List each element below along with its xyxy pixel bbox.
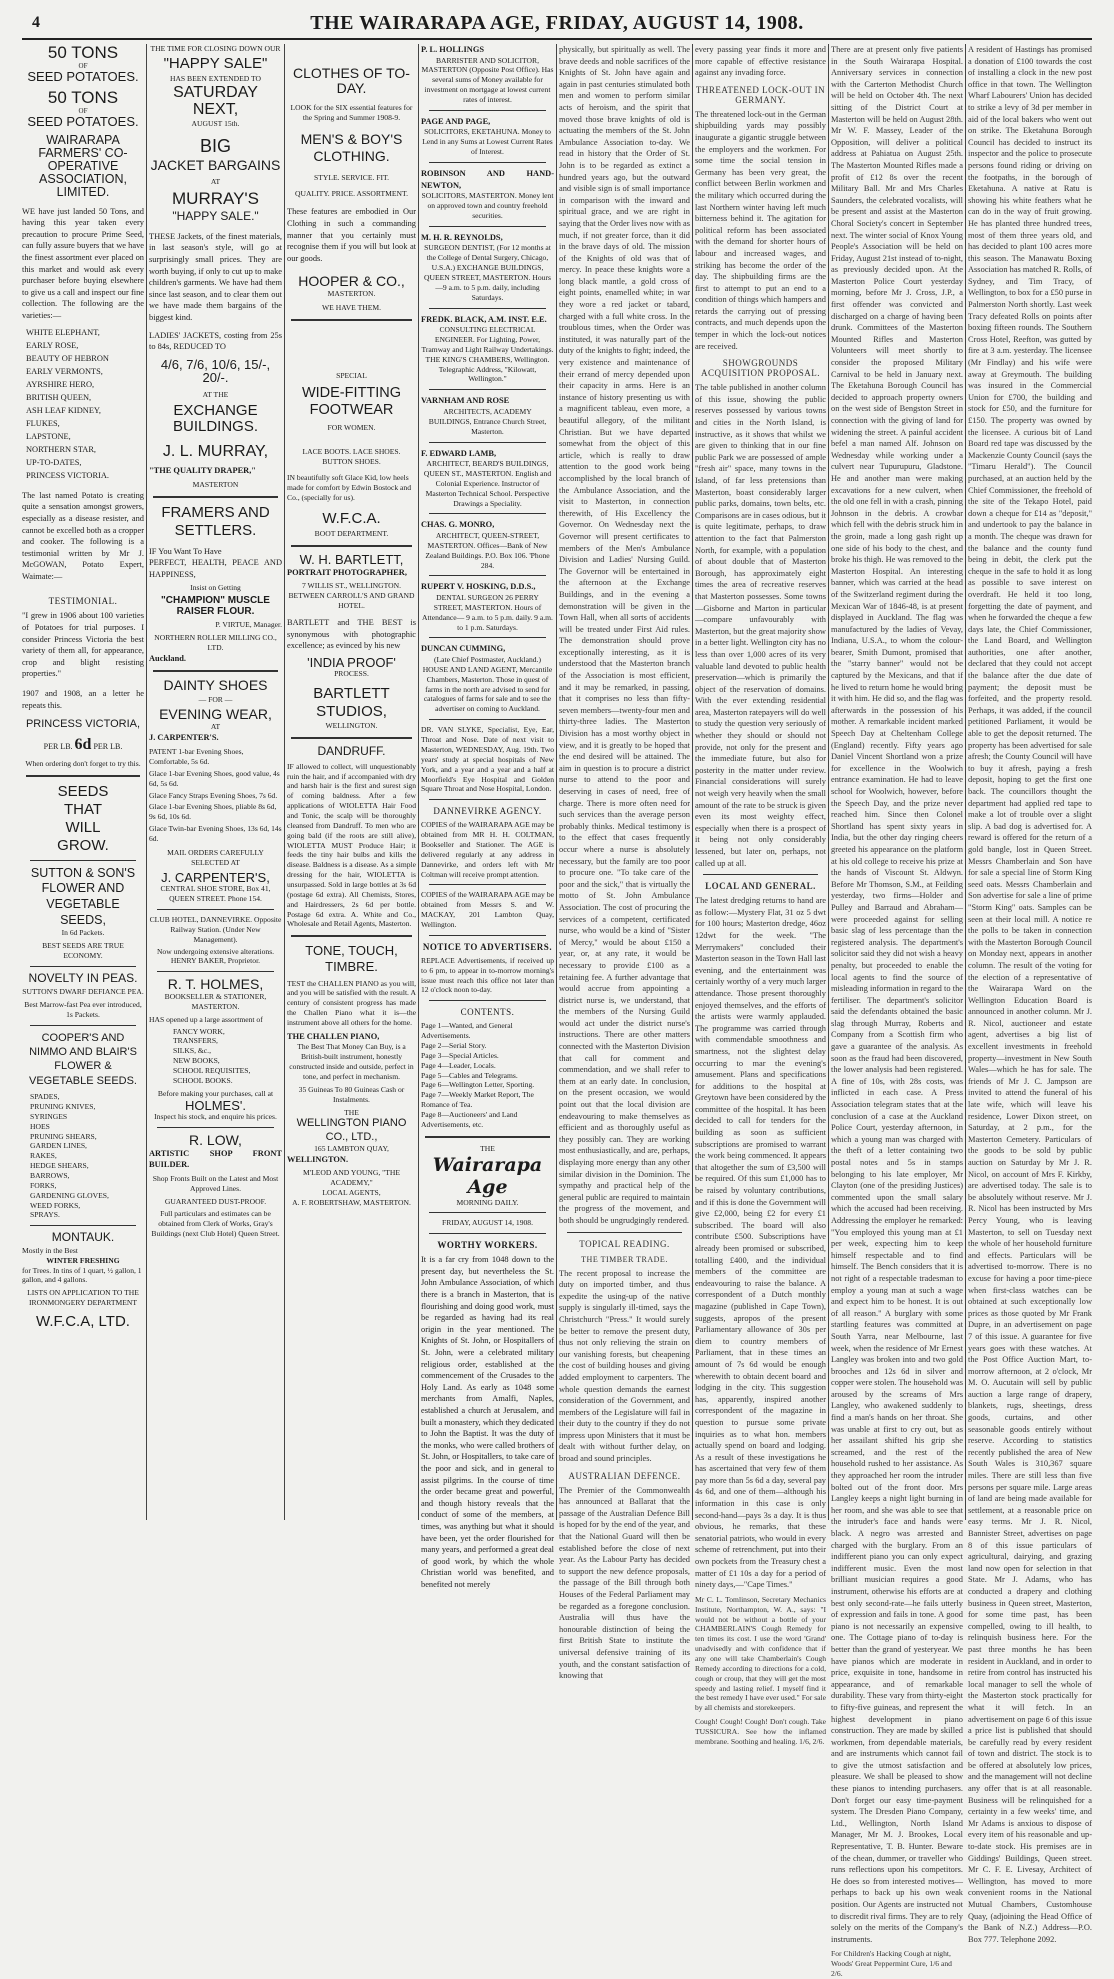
- list-item: SPRAYS.: [30, 1210, 60, 1220]
- testimonial-text: "I grew in 1906 about 100 varieties of Potatoes for trial purposes. I consider Princess Victoria the best variety of them all, for appearance, crop and blight resisting properties.": [22, 611, 144, 679]
- body-text: LADIES' JACKETS, costing from 25s to 84s, REDUCED TO: [149, 330, 282, 352]
- list-item: PATENT 1-bar Evening Shoes, Comfortable, 5s 6d.: [149, 747, 244, 766]
- column-6: [695, 44, 826, 1746]
- professional-card-text: ARCHITECT, BEARD'S BUILDINGS, QUEEN ST., MASTERTON. English and Colonial Experience. Instructor of Masterton Technical School. Perspective Drawings a Speciality.: [423, 459, 552, 508]
- list-item: BRITISH QUEEN,: [26, 392, 92, 402]
- price-line: [22, 736, 144, 754]
- body-text: Inspect his stock, and enquire his prices.: [154, 1112, 277, 1122]
- headline: MEN'S & BOY'S CLOTHING.: [300, 131, 403, 164]
- body-text: "THE QUALITY DRAPER,": [149, 466, 256, 476]
- column-8: [968, 44, 1092, 1944]
- headline: HOLMES'.: [185, 1097, 246, 1113]
- price: 6d: [74, 735, 92, 753]
- headline: W.F.C.A, LTD.: [36, 1312, 130, 1330]
- headline: NOVELTY IN PEAS.: [28, 970, 138, 985]
- list-item: TRANSFERS,: [173, 1036, 218, 1046]
- body-text: Auckland.: [149, 653, 187, 663]
- headline: TONE, TOUCH, TIMBRE.: [305, 943, 398, 974]
- body-text: A. F. ROBERTSHAW, MASTERTON.: [292, 1197, 411, 1207]
- body-text: These features are embodied in Our Clothing in such a commanding manner that you certainly must recognise them if you will but look at our goods.: [287, 207, 416, 263]
- body-text: Insist on Getting: [190, 583, 241, 593]
- body-text: SPECIAL: [336, 370, 367, 380]
- article-text: There are at present only five patients in the South Wairarapa Hospital. Anniversary services in connection with the Carterton Methodist Church will be held on October 4th. The next sitting of the District Court at Masterton will be held on August 28th. Mr W. F. Massey, Leader of the Opposition, will deliver a political address at Pahiatua on August 25th. The Masterton Mounted Rifles made a profit of £12 8s over the recent Military Ball. Mr and Mrs Charles Saunders, the celebrated vocalists, will be present and assist at the Masterton Choral Society's concert in September next. The winter social of Knox Young People's Association will be held on Friday, August 21st instead of to-night, as previously decided upon. At the Masterton Police Court yesterday morning, before Mr J. Cross, J.P., a first offender was convicted and discharged on a charge of having been drunk. Committees of the Masterton Mounted Rifles and Masterton Volunteers will meet shortly to consider the proposed Military Carnival to be held in January next. The Eketahuna Borough Council has decided to approach property owners on the west side of Bengston Street in connection with the giving of land for widening the street. A painful accident befel a man named Alf. Johnson on Wednesday while working under a culvert near Tupurupuru, Gladstone. He and another man were making excavations for a new culvert, when the old one fell in with a crash, pinning Johnson in the debris. A crowbar which fell with the debris struck him in the groin, made a long gash right up one side of his body to the chest, and broke his thigh. He was removed to the Masterton Hospital. An interesting banner, which was carried at the head of the Switzerland regiment during the Mexican War of 1846-48, is at present displayed in Auckland. The flag was manufactured by the ladies of Vevay, Indiana, U.S.A., to whom the colour-bearer, Smith Dumont, promised that the "starry banner" would not be captured by the Mexicans, and that if he lived to return home he would bring it with him. He did so, and the flag was afterwards in the possession of his mother. A remarkable incident marked Speech Day at Cheltenham College (England) recently. Fifty years ago Daniel Vincent Shortland won a prize for excellence in the Woolwich entrance examination. He had to leave school for Woolwich, however, before the Speech Day, and the prize never reached him. Since then Colonel Shortland has spent sixty years in India, but the other day ringing cheers greeted his appearance on the platform at his old college to receive his prize at the hands of Viscount St. Aldwyn. Before Mr Thomson, S.M., at Feilding yesterday, two firms—Holder and Pulley and Barraud and Abraham—were proceeded against for selling basic slag of less percentage than the registered analysis. The department's solicitor said they did not wish a heavy penalty, but proceeded to enable the local agents to find the source of misleading information in regard to the fertiliser. The department's solicitor said the defendants obtained the basic slag through Murray, Roberts and Company from a Scottish firm who gave a guarantee of the analysis. As soon as the fraud had been discovered, the lower analysis had been registered. A fine of 10s, with 28s costs, was inflicted in each case. A Press Association telegram states that at the conclusion of a case at the Auckland Police Court, yesterday afternoon, in which a young man was charged with the theft of a letter containing two postal notes and 5s in stamps belonging to his late employer, Mr Clayton (one of the presiding Justices) commented upon the small salary which the accused had been receiving. Addressing the employer he remarked: "You employed this young man at £1 per week, expecting him to keep himself respectable and to find himself. The Bench considers that it is not right of a respectable tradesman to employ a young man at such a wage and expect him to be honest. It is out of all reason." A burglary with some startling features was committed at South Yarra, near Melbourne, last week, when the residence of Mr Ernest Langley was broken into and two gold brooches and 12s 6d in silver and copper were stolen. The household was aroused by the screams of Mrs Langley, who awakened suddenly to find a man's hands on her throat. She was unable at first to cry out, but as her assailant shifted his grip she screamed, and the rest of the household rushed to her assistance. As they approached her room the intruder bolted out of the front door. Mrs Langley keeps a night light burning in her room, and she was able to see that the intruder's face and hands were black. A negro was arrested and charged with the burglary. From an indifferent piano you can only expect indifferent music. Even the most brilliant musician requires a good instrument, otherwise his efforts are at best only second-rate—he fails utterly of expression and fails in tone. A good piano is not necessarily an expensive one. The Cottage piano of to-day is better than the grand of yesteryear. We have pianos which are moderate in price, exquisite in tone, handsome in appearance, and of remarkable durability. These vary from thirty-eight to fifty-five guineas, and represent the highest development in piano construction. They are made by skilled workmen, from dependable materials, and are instruments which cannot fail to give the utmost satisfaction and pleasure. We shall be pleased to show these pianos to intending purchasers. Don't forget our easy time-payment system. The Dresden Piano Company, Ltd., Wellington, North Island Manager, Mr M. J. Brookes, Local Representative, T. B. Hunter. Beware of the chean, dummer, or traveller who runs reflections upon his competitors. He does so from interested motives—perhaps to back up his own weak position. Our Agents are instructed not to discredit rival firms. They are to rely solely on the merits of the Company's instruments.: [831, 45, 963, 1944]
- list-item: EARLY ROSE,: [26, 340, 79, 350]
- body-text: BETWEEN CARROLL'S AND GRAND HOTEL.: [288, 591, 415, 611]
- body-text: MAIL ORDERS CAREFULLY SELECTED AT: [167, 847, 264, 867]
- body-text: WELLINGTON.: [287, 1154, 349, 1164]
- body-text: 7 WILLIS ST., WELLINGTON.: [302, 581, 401, 591]
- org-name: WAIRARAPA FARMERS' CO-OPERATIVE ASSOCIATION, LIMITED.: [38, 132, 128, 200]
- list-item: EARLY VERMONTS,: [26, 366, 103, 376]
- article-text: A resident of Hastings has promised a donation of £100 towards the cost of installing a clock in the new post office in that town. The Wellington Wharf Labourers' Union has decided to strike a levy of 3d per member in aid of the local bakers who went out on strike. The Eketahuna Borough Council has decided to instruct its inspector and the police to prosecute persons found riding or driving on the footpaths, in the borough of Eketahuna. A native at Ratu is showing his white feathers what he can do in the way of fruit growing. He has planted three hundred trees, most of them three years old, and has decided to plant 100 acres more this season. The Manawatu Boxing Association has matched R. Rolls, of Sydney, and Tim Tracy, of Wellington, to box for a £50 purse in Palmerston North shortly. Last week Tracy defeated Rolls on points after boxing fifteen rounds. The Southern Cross Hotel, Reefton, was gutted by fire at 3 a.m. yesterday. The licensee (Mr Findlay) and his wife were away at Greymouth. The building was insured in the Commercial Union for £700, the building and stock for £50, and the furniture for £150. The property was owned by the licensee. A curious bit of Land Board red tape was discussed by the Mackenzie County Council (says the "Timaru Herald"). The Council purchased, at an auction held by the Chief Commissioner, the freehold of the site of the Tekapo Hotel, paid down a cheque for £14 as "deposit," and undertook to pay the balance in a month. The cheque was drawn for the balance and the county fund being in debit, the clerk put the cheque in the safe to hold it as long as possible to save interest on overdraft. He held it too long, forgetting the date of payment, and when he forwarded the cheque a few days late, the Chief Commissioner, the Land Board, and Wellington authorities, one after another, declared that they could not accept the balance after the due date of payment; the deposit must be forfeited, and the property resold. Perhaps, it was added, if the council petitioned Parliament, it would be able to get the deposit returned. The property has been advertised for sale afresh; the County Council will have to buy it afresh, paying a fresh deposit, hoping to get the first one back. The councillors thought the department had applied red tape to make a lot of trouble over a slight slip. A bad dog is advertised for. A reward is offered for the return of a gold bangle, lost in Queen Street. Messrs Chamberlain and Son have for sale a special line of Storm King seed oats. Messrs Chamberlain and Son advertise for sale a line of prime "Storm King" oats. Samples can be seen at their local mill. A notice re the polls to be taken in connection with the Masterton Borough Council on Monday next, appears in another column. The result of the voting for the election of a representative of the Wairarapa Ward on the Wellington Education Board is announced in another column. Mr J. R. Nicol, auctioneer and estate agent, advertises a big list of excellent investments in freehold property—investment in New South Wales—which he has for sale. The friends of Mr J. C. Jampson are invited to attend the funeral of his late wife, which will leave his residence, Lower Dixon street, on Saturday, at 2 p.m., for the Masterton Cemetery. Particulars of the goods to be sold by public auction on Saturday by Mr J. R. Nicol, on account of Mrs F. Kirkby, are advertised today. The sale is to be absolutely without reserve. Mr J. R. Nicol has been instructed by Mrs Percy Young, who is leaving Masterton, to sell on Tuesday next the whole of her household furniture and effects. Particulars will be advertised to-morrow. There is no excuse for having a poor time-piece when first-class watches can be obtained at such exceptionally low prices as those quoted by Mr Frank Dupre, in an advertisement on page 7 of this issue. A guarantee for five years goes with these watches. At the Post Office Auction Mart, to-morrow afternoon, at 2 o'clock, Mr M. O. Aucutain will sell by public auction a large range of drapery, blankets, rugs, sheetings, dress goods, curtains, and other seasonable goods entirely without reserve. According to statistics recently published the area of New South Wales is 310,367 square miles. There are still less than five persons per square mile. Large areas of land are being made available for settlement, at a reasonable price on easy terms. Mr J. R. Nicol, Bannister Street, advertises on page 8 of this issue particulars of agricultural, dairying, and grazing land now open for selection in that State. Mr J. Adams, who has conducted a drapery and clothing business in Queen street, Masterton, for some time past, has been compelled, owing to ill health, to relinquish business here. For the past three months he has been resident in Auckland, and in order to retire from control has instructed his local manager to sell the whole of the Masterton stock practically for what it will fetch. In an advertisement on page 6 of this issue a price list is published that should be carefully read by every resident of town and district. The stock is to be offered at absolutely low prices, and the management will not decline any offer that is at all reasonable. Business will be relinquished for a certainty in a few weeks' time, and Mr Adams is anxious to dispose of every item of his reasonable and up-to-date stock. His premises are in Giddings' Buildings, Queen street. Mr C. F. E. Livesay, Architect of Wellington, has moved to more convenient rooms in the National Mutual Chambers, Customhouse Quay, (adjoining the Head Office of the Bank of N.Z.) Address—P.O. Box 777. Telephone 2092.: [968, 45, 1092, 1944]
- contents-list: [421, 1021, 554, 1129]
- tool-list: [22, 1092, 144, 1220]
- body-text: REPLACE Advertisements, if received up to 6 pm, to appear in to-morrow morning's issue must reach this office not later than 12 o'clock noon to-day.: [421, 955, 554, 995]
- body-text: PORTRAIT PHOTOGRAPHER,: [287, 567, 407, 577]
- headline: "CHAMPION" MUSCLE RAISER FLOUR.: [161, 595, 270, 617]
- column-rule: [146, 44, 147, 1520]
- headline: SATURDAY NEXT,: [173, 84, 258, 119]
- body-text: THE: [344, 1107, 359, 1117]
- body-text: The last named Potato is creating quite a sensation amongst growers, especially as a disease resister, and cannot be excelled both as a cropper and cooker. The following is a testimonial written by Mr J. McGOWAN, Potato Expert, Waimate:—: [22, 490, 144, 581]
- body-text: CENTRAL SHOE STORE, Box 41, QUEEN STREET. Phone 154.: [160, 884, 271, 904]
- column-7: [831, 44, 963, 1979]
- club-hotel-ad: CLUB HOTEL, DANNEVIRKE. Opposite Railway Station. (Under New Management).: [149, 914, 282, 944]
- body-text: 165 LAMBTON QUAY,: [314, 1143, 389, 1153]
- variety-list: [22, 326, 144, 482]
- article-text: The table published in another column of this issue, showing the public reserves possessed by various towns and cities in the North Island, is instructive, as it shows that whilst we are given to thinking that in our fine public Park we are possessed of ample "fresh air" space, many towns in the Island, of far less pretensions than Masterton, boast considerably larger public parks, domains, town belts, etc. Comparisons are in cases odious, but it is quite legitimate, perhaps, to draw attention to the fact that Palmerston North, for example, with a population of about double that of Masterton Borough, has approximately eight times the area of recreative reserves that Masterton possesses. Some towns—Gisborne and Marton in particular—compare unfavourably with Masterton, but the great majority show in a better light. Wellington city has no less than over 1,000 acres of its very valuable land devoted to public health preservation—which is primarily the object of the reservation of domains. With the ever extending residential area, Masterton ratepayers will do well to study the question very seriously of whether they should or should not provide, not only for the present and the immediate future, but also for posterity in the matter under review. Financial considerations will surely not weigh very heavily when the small amount of the rate to be struck is given even its most weighty effect, especially when there is a prospect of it being not only considerably lessened, but later on, perhaps, not called up at all.: [695, 383, 826, 868]
- list-item: GARDEN LINES,: [30, 1141, 87, 1151]
- list-item: UP-TO-DATES,: [26, 457, 82, 467]
- dandruff-ad-text: IF allowed to collect, will unquestionably ruin the hair, and if accompanied with dry and harsh hair is the first and surest sign of coming baldness. After a few applications of WIOLETTA Hair Food and Tonic, the scalp will be thoroughly cleansed from Dandruff. To men who are going bald (if the roots are still alive), WIOLETTA MUST Produce Hair; it feeds the tiny hair bulbs and kills the disease. Baldness is a disease. As a simple dressing for the hair, WIOLETTA is unsurpassed. Sold in large bottles at 3s 6d (postage 6d extra). All Chemists, Stores, and Hairdressers, 2s 6d per bottle. Postage 6d extra. A. White and Co., Wholesale and Retail Agents, Masterton.: [287, 761, 416, 929]
- headline: 50 TONS: [47, 43, 119, 62]
- body-text: COPIES of the WAIRARAPA AGE may be obtained from MR H. H. COLTMAN, Bookseller and Stationer. The AGE is delivered regularly at any address in Dannevirke, and orders left with Mr Coltman will receive prompt attention.: [421, 820, 554, 879]
- section-heading: LOCAL AND GENERAL.: [705, 881, 816, 892]
- headline: W.F.C.A.: [322, 509, 381, 527]
- section-heading: TOPICAL READING.: [579, 1238, 670, 1249]
- headline: "HAPPY SALE.": [172, 209, 259, 224]
- page-number: 4: [32, 14, 41, 31]
- body-text: Shop Fronts Built on the Latest and Most Approved Lines.: [152, 1173, 279, 1193]
- headline: "HAPPY SALE": [163, 54, 268, 72]
- body-text: SUTTON'S DWARF DEFIANCE PEA.: [22, 987, 144, 997]
- headline: BIG: [199, 135, 231, 156]
- article-title: WORTHY WORKERS.: [437, 1240, 538, 1251]
- list-item: Page 6—Wellington Letter, Sporting.: [421, 1080, 535, 1090]
- list-item: PRINCESS VICTORIA.: [26, 470, 109, 480]
- section-heading: NOTICE TO ADVERTISERS.: [422, 941, 553, 952]
- headline: CLOTHES OF TO-DAY.: [293, 65, 410, 96]
- list-item: NORTHERN STAR,: [26, 444, 97, 454]
- body-text: LOCAL AGENTS,: [322, 1187, 381, 1197]
- list-item: Page 2—Serial Story.: [421, 1040, 487, 1050]
- body-text: THE TIME FOR CLOSING DOWN OUR: [150, 44, 281, 53]
- flour-ad: [149, 504, 282, 665]
- column-rule: [284, 44, 285, 1520]
- hooper-clothing-ad: [287, 66, 416, 313]
- body-text: AUGUST 15th.: [191, 119, 240, 129]
- issue-date: FRIDAY, AUGUST 14, 1908.: [441, 1218, 533, 1228]
- professional-card-text: SOLICITORS, MASTERTON. Money lent on approved town and country freehold securities.: [421, 191, 554, 220]
- body-text: THESE Jackets, of the finest materials, in last season's style, will go at surprisingly small prices. They are worth buying, if only to cut up to make children's garments. We have had them since last season, and to clear them out we have made them bargains of the biggest kind.: [149, 231, 282, 322]
- list-item: Glace 1-bar Evening Shoes, pliable 8s 6d, 9s 6d, 10s 6d.: [149, 802, 277, 822]
- list-item: AYRSHIRE HERO,: [26, 379, 95, 389]
- headline: JACKET BARGAINS: [150, 156, 281, 173]
- body-text: 1907 and 1908, an a letter he repeats this.: [22, 689, 144, 710]
- professional-card-name: PAGE AND PAGE,: [421, 116, 491, 126]
- body-text: THE CHALLEN PIANO,: [287, 1031, 380, 1041]
- body-text: QUALITY. PRICE. ASSORTMENT.: [295, 188, 408, 198]
- list-item: HEDGE SHEARS,: [30, 1161, 89, 1171]
- headline: DAINTY SHOES: [163, 677, 268, 694]
- body-text: HAS BEEN EXTENDED TO: [169, 73, 262, 83]
- headline: WIDE-FITTING FOOTWEAR: [301, 384, 402, 419]
- list-item: Page 3—Special Articles.: [421, 1050, 499, 1060]
- article-title: SHOWGROUNDS ACQUISITION PROPOSAL.: [700, 358, 820, 379]
- wfca-footwear-ad: [287, 371, 416, 539]
- headline: DANDRUFF.: [317, 744, 386, 759]
- list-item: NEW BOOKS,: [173, 1056, 220, 1066]
- masthead: [22, 10, 1092, 40]
- professional-card-name: CHAS. G. MONRO,: [421, 520, 495, 530]
- body-text: MASTERTON.: [327, 289, 376, 299]
- of-label: OF: [78, 107, 88, 116]
- column-2: [149, 44, 282, 1520]
- headline: WILL: [65, 818, 101, 836]
- headline: COOPER'S AND NIMMO AND BLAIR'S FLOWER & VEGETABLE SEEDS.: [28, 1031, 137, 1087]
- body-text: — FOR —: [198, 695, 233, 705]
- carpenter-shoes-ad: [149, 678, 282, 904]
- body-text: Full particulars and estimates can be obtained from Clerk of Works, Gray's Buildings (next Club Hotel) Queen Street.: [151, 1209, 280, 1239]
- body-text: FOR WOMEN.: [327, 423, 376, 433]
- list-item: Page 1—Wanted, and General Advertisements.: [421, 1021, 513, 1041]
- price-list: 4/6, 7/6, 10/6, 15/-, 20/-.: [160, 356, 271, 386]
- newspaper-nameplate: Wairarapa Age: [432, 1153, 543, 1198]
- list-item: FANCY WORK,: [173, 1026, 225, 1036]
- headline: GROW.: [57, 836, 109, 854]
- body-text: THE: [480, 1143, 495, 1153]
- body-text: COPIES of the WAIRARAPA AGE may be obtained from Messrs S. and W. MACKAY, 201 Lambton Quay, Wellington.: [421, 890, 554, 929]
- professional-card-text: SOLICITORS, EKETAHUNA. Money to Lend in any Sums at Lowest Current Rates of Interest.: [422, 127, 553, 157]
- list-item: SYRINGES: [30, 1111, 68, 1121]
- body-text: LISTS ON APPLICATION TO THE IRONMONGERY DEPARTMENT: [27, 1288, 139, 1308]
- holmes-ad: [149, 977, 282, 1122]
- body-text: WINTER FRESHING: [46, 1255, 120, 1265]
- professional-card-name: DUNCAN CUMMING,: [421, 644, 506, 654]
- body-text: GUARANTEED DUST-PROOF.: [164, 1196, 267, 1206]
- body-text: 35 Guineas To 80 Guineas Cash or Instalments.: [298, 1084, 405, 1104]
- article-text: every passing year finds it more and more capable of effective resistance against any invading force.: [695, 45, 826, 78]
- list-item: GARDENING GLOVES,: [30, 1190, 109, 1200]
- list-item: BARROWS,: [30, 1170, 70, 1180]
- column-5: [559, 44, 690, 1681]
- headline: J. CARPENTER'S,: [161, 869, 270, 885]
- goods-list: [149, 1027, 282, 1086]
- headline: BARTLETT STUDIOS,: [313, 685, 390, 721]
- body-text: MASTERTON: [192, 479, 239, 489]
- body-text: TEST the CHALLEN PIANO as you will, and you will be satisfied with the result. A century of consistent progress has made the Challen Piano what it is—the instrument above all others for the home.: [287, 978, 416, 1027]
- body-text: Best Marrow-fast Pea ever introduced, 1s Packets.: [24, 1000, 142, 1020]
- list-item: FLUKES,: [26, 418, 60, 428]
- list-item: HOES: [30, 1121, 50, 1131]
- professional-card-text: DR. VAN SLYKE, Specialist, Eye, Ear, Throat and Nose. Date of next visit to Masterton, WEDNESDAY, Aug. 19th. Two years' study at special hospitals of New York, and a year and a year and a half at Moorfield's Eye Hospital and Golden Square Throat and Nose Hospital, London.: [421, 725, 554, 794]
- headline: HOOPER & CO.,: [298, 273, 405, 290]
- article-title: THREATENED LOCK-OUT IN GERMANY.: [695, 84, 826, 105]
- list-item: PRUNING KNIVES,: [30, 1101, 96, 1111]
- body-text: HAS opened up a large assortment of: [149, 1014, 263, 1024]
- column-rule: [556, 44, 557, 1520]
- body-text: IF You Want To Have: [149, 546, 222, 556]
- article-text: The threatened lock-out in the German shipbuilding yards may possibly inaugurate a gigantic struggle between the employers and the workmen. For some time the social tension in Germany has been very great, the conflict between Berlin workmen and the military which occurred during the last Northern winter having left much bitterness behind it. The agitation for political reform has been associated with the demand for shorter hours of labour and increased wages, and striking has become the order of the day. The shipbuilding firms are the first to attempt to put an end to a condition of things which hampers and retards the carrying out of pressing contracts, and much depends upon the temper in which the lock-out notices are received.: [695, 109, 826, 351]
- body-text: In 6d Packets.: [61, 928, 105, 938]
- headline: FRAMERS AND SETTLERS.: [161, 503, 270, 539]
- body-text: WELLINGTON.: [325, 721, 378, 731]
- article-title: AUSTRALIAN DEFENCE.: [568, 1470, 681, 1481]
- body-text: LACE BOOTS. LACE SHOES. BUTTON SHOES.: [302, 447, 401, 467]
- headline: 50 TONS: [47, 88, 119, 108]
- professional-card-text: SURGEON DENTIST, (For 12 months at the College of Dental Surgery, Chicago, U.S.A.) EXCHANGE BUILDINGS, QUEEN STREET, MASTERTON. Hours—9 a.m. to 5 p.m. daily, including Saturdays.: [424, 243, 551, 302]
- headline: 'INDIA PROOF': [307, 654, 396, 670]
- professional-card-name: ROBINSON AND HAND-NEWTON,: [421, 169, 554, 190]
- list-item: Page 5—Cables and Telegrams.: [421, 1070, 518, 1080]
- professional-card-text: DENTAL SURGEON 26 PERRY STREET, MASTERTON. Hours of Attendance— 9 a.m. to 5 p.m. daily. 9 a.m. to 1 p.m. Saturdays.: [422, 593, 553, 632]
- body-text: BOOT DEPARTMENT.: [314, 529, 389, 539]
- body-text: M'LEOD AND YOUNG, "THE ACADEMY,": [303, 1168, 400, 1188]
- list-item: ASH LEAF KIDNEY,: [26, 405, 101, 415]
- article-text: The latest dredging returns to hand are as follow:—Mystery Flat, 31 oz 5 dwt for 100 hours; Masterton dredge, 46oz 12dwt for the week. "The Merrymakers" concluded their Masterton season in the Town Hall last evening, and the entertainment was certainly worthy of a very much larger attendance. Those present thoroughly enjoyed themselves, and the efforts of the artists were warmly applauded. The programme was carried through with commendable smoothness and smartness, not the slightest delay occurring to mar the evening's amusement. Plans and specifications for additions to the hospital at Greytown have been considered by the committee of the hospital. It has been decided to call for tenders for the building as soon as sufficient subscriptions are promised to warrant the work being commenced. It appears that altogether the sum of £3,500 will be required. Of this sum £1,000 has to be raised by voluntary contributions, and if this is done the Government will give £2,000, being £2 for every £1 subscribed. The board will also contribute £500. Subscriptions have already been promised or subscribed, totalling £400, and the individual members of the committee are endeavouring to raise the balance. A correspondent of a Dutch monthly magazine (published in Cape Town), suggests, apropos of the present Parliamentary allowance of 30s per diem to country members of Parliament, that in these times an amount of 7s 6d would be enough wherewith to obtain decent board and lodging in the city. This suggestion has, apparently, inspired another correspondent of the magazine in question to pursue some private inquiries as to what hon. members actually spend on board and lodging. As a result of these investigations he has ascertained that very few of them pay more than 5s 6d a day, several pay 4s 6d, and one of them—although his information in this case is only second-hand—pays 3s a day. It is thus obvious, he remarks, that these senatorial patriots, who would in every scheme of retrenchment, put into their own pockets from the Treasury chest a matter of £1 10s a day for a period of ninety days,—"Cape Times.": [695, 896, 826, 1590]
- body-text: When ordering don't forget to try this.: [25, 758, 141, 768]
- professional-card-text: CONSULTING ELECTRICAL ENGINEER. For Lighting, Power, Tramway and Light Railway Undertakings. THE KING'S CHAMBERS, Wellington. Telegraphic Address, "Kilowatt, Wellington.": [421, 325, 554, 384]
- column-rule: [965, 44, 966, 1520]
- seed-potatoes-ad: [22, 44, 144, 769]
- professional-card-text: ARCHITECTS, ACADEMY BUILDINGS, Entrance Church Street, Masterton.: [428, 406, 547, 436]
- professional-card-name: FREDK. BLACK, A.M. INST. E.E.: [421, 314, 547, 324]
- headline: EXCHANGE BUILDINGS.: [172, 401, 259, 435]
- body-text: WE HAVE THEM.: [322, 302, 381, 312]
- list-item: SCHOOL BOOKS.: [173, 1075, 233, 1085]
- body-text: ARTISTIC SHOP FRONT BUILDER.: [149, 1148, 282, 1170]
- list-item: WEED FORKS,: [30, 1200, 81, 1210]
- challen-piano-ad: [287, 943, 416, 1207]
- body-text: NORTHERN ROLLER MILLING CO., LTD.: [154, 633, 277, 652]
- headline: W. H. BARTLETT,: [299, 552, 404, 568]
- list-item: RAKES,: [30, 1151, 57, 1161]
- headline: MURRAY'S: [172, 189, 259, 209]
- intro-text: WE have just landed 50 Tons, and having this year taken every precaution to procure Prime Seed, can fully assure buyers that we have the finest assortment ever placed on this market and would ask every purchaser before buying elsewhere to give us a call and inspect our fine collection. The following are the varieties:—: [22, 206, 144, 320]
- professional-card-name: P. L. HOLLINGS: [421, 45, 484, 54]
- list-item: SILKS, &c.,: [173, 1046, 211, 1056]
- shoe-list: [149, 747, 282, 844]
- body-text: Now undergoing extensive alterations. HENRY BAKER, Proprietor.: [156, 946, 275, 966]
- body-text: Mostly in the Best: [22, 1245, 78, 1255]
- headline: PRINCESS VICTORIA,: [25, 718, 141, 731]
- body-text: MORNING DAILY.: [456, 1197, 519, 1207]
- headline: J. L. MURRAY,: [162, 443, 269, 461]
- list-item: SCHOOL REQUISITES,: [173, 1065, 251, 1075]
- body-text: STYLE. SERVICE. FIT.: [314, 172, 389, 182]
- list-item: Glace 1-bar Evening Shoes, good value, 4s 6d, 5s 6d.: [149, 768, 280, 788]
- section-heading: DANNEVIRKE AGENCY.: [433, 806, 542, 817]
- column-3: [287, 44, 416, 1520]
- body-text: J. CARPENTER'S.: [149, 732, 219, 742]
- body-text: The Best That Money Can Buy, is a British-built instrument, honestly constructed inside and outside, perfect in tone, and perfect in mechanism.: [289, 1042, 414, 1081]
- article-text: physically, but spiritually as well. The brave deeds and noble sacrifices of the Knights of St. John have again and again in past centuries stimulated both men and women to perform similar acts of heroism, and the spirit that moved those brave knights of old is actuating the members of the St. John Ambulance Association to-day. We read in history that the Order of St. John is to be regarded as extinct a hundred years ago, but the outward and visible sign is of small importance in comparison with the inward and spiritual grace, and we are right in saying that the Order lives now with as much, if not greater force, than it did in the brave days of old. The mission of the Knights of old was that of mercy. In peace these knights wore a long black mantle, a gold cross of eight points, enamelled white; in war they wore a red jacket or tabard, charged with a full white cross. In the troublous times, when the Order was instituted, it was naturally part of the duty of the knights to fight; indeed, the very existence and maintenance of their errand of mercy depended upon their capacity in arms. Here is an instance of history presenting us with a magnificent tableau, even more, a beautiful allegory, of the militant Christian. But we have departed somewhat from the object of this article, which is really to draw attention to the good work being accomplished by the local branch of the Ambulance Association, and the visit to Masterton, in connection therewith, of His Excellency the Governor. On Wednesday next the Governor will present certificates to members of the Men's Ambulance Division and Ladies' Nursing Guild. The Governor will be entertained in the afternoon at the Exchange Buildings, and in the evening a demonstration will be given in the Town Hall, when all sorts of accidents will be treated under First Aid rules. The demonstration should prove exceptionally interesting, as it is understood that the Masterton branch of the Association is most efficient, and it may be remarked, in passing, that it comprises no less than fifty-seven members—twenty-four men and thirty-three ladies. The Masterton Division has a most worthy object in view, and it is greatly to be hoped that the end desired will be attained. The aim in question is to procure a district nurse to attend to the poor and deserving in cases of need, free of charge. There is more often need for such services than the average person probably thinks. Medical testimony is to the effect that cases frequently occur where a nurse is absolutely necessary, but the family are too poor to procure one. "To take care of the poor and the sick," that is virtually the motto of St. John Ambulance Association. The cost of procuring the services of a competent, certificated nurse, who would be a kind of "Sister of Mercy," would be about £150 a year, or, at any rate, it would be necessary to provide £100 as a retaining fee. A further advantage that would accrue from appointing a district nurse is, we understand, that the members of the Nursing Guild would act under the district nurse's instructions. There are other matters connected with the Masterton Division that call for comment and commendation, and we shall refer to them at an early date. In conclusion, on the present occasion, we would point out that the local division are endeavouring to make themselves as efficient and as thoroughly useful as they possibly can. They are working most enthusiastically, and are, perhaps, displaying more energy than any other similar division in the Dominion. The sympathy and practical help of the general public are required to maintain the progress of the movement, and both should be ungrudgingly rendered.: [559, 45, 690, 1225]
- murray-happy-sale-ad: [149, 44, 282, 490]
- headline: R. LOW,: [189, 1132, 242, 1149]
- list-item: Page 7—Weekly Market Report, The Romance of Tea.: [421, 1090, 534, 1110]
- body-text: AT: [210, 721, 221, 731]
- bartlett-photographer-ad: [287, 553, 416, 731]
- body-text: Before making your purchases, call at: [157, 1088, 274, 1098]
- body-text: PROCESS.: [334, 669, 369, 679]
- body-text: PERFECT, HEALTH, PEACE AND HAPPINESS,: [149, 558, 282, 579]
- list-item: WHITE ELEPHANT,: [26, 327, 100, 337]
- body-text: for Trees. In tins of 1 quart, ½ gallon, 1 gallon, and 4 gallons.: [22, 1265, 142, 1285]
- body-text: BOOKSELLER & STATIONER, MASTERTON.: [164, 991, 267, 1011]
- list-item: Glace Fancy Straps Evening Shoes, 7s 6d.: [149, 790, 278, 800]
- professional-card-text: ARCHITECT, QUEEN-STREET, MASTERTON. Offices—Bank of New Zealand Buildings. P.O. Box 106. 'Phone 284.: [425, 530, 550, 570]
- list-item: SPADES,: [30, 1092, 60, 1102]
- column-4: [421, 44, 554, 1589]
- price-label: PER LB.: [93, 741, 123, 751]
- professional-card-name: M. H. R. REYNOLDS,: [421, 232, 503, 242]
- headline: SEEDS: [57, 782, 109, 800]
- article-title: THE TIMBER TRADE.: [581, 1254, 668, 1264]
- list-item: Page 4—Leader, Locals.: [421, 1060, 496, 1070]
- headline: SEED POTATOES.: [27, 114, 139, 130]
- article-text: Cough! Cough! Cough! Don't cough. Take TUSSICURA. See how the inflamed membrane. Soothing and healing. 1/6, 2/6.: [695, 1717, 826, 1746]
- body-text: AT THE: [202, 390, 229, 400]
- professional-card-name: RUPERT V. HOSKING, D.D.S.,: [421, 582, 536, 592]
- headline: SEED POTATOES.: [27, 68, 139, 84]
- list-item: Page 8—Auctioneers' and Land Advertisements, etc.: [421, 1109, 518, 1129]
- section-heading: TESTIMONIAL.: [48, 596, 118, 607]
- article-text: It is a far cry from 1048 down to the present day, but nevertheless the St. John Ambulance Association, of which there is a branch in Masterton, that is flourishing and doing good work, must be regarded as having had its real origin in the year mentioned. The Knights of St. John, or Hospitallers of St. John, were a celebrated military religious order, established at the commencement of the Crusades to the Holy Land. As early as 1048 some merchants from Amalfi, Naples, established a church at Jerusalem, and built a monastery, which they dedicated to John the Baptist. It was the duty of the monks, who were called brothers of St. John, or Hospitallers, to take care of the poor and sick, and in general to assist pilgrims. In the course of time the order became great and powerful, and though history reveals that the conduct of some of the members, at times, was anything but what it should have been, yet the order flourished for many years, and performed a great deal of good work, by which the whole Christian world was benefited, and benefited not merely: [421, 1255, 554, 1589]
- list-item: LAPSTONE,: [26, 431, 71, 441]
- professional-card-name: VARNHAM AND ROSE: [421, 396, 510, 406]
- headline: MONTAUK.: [51, 1230, 115, 1245]
- article-text: Mr C. L. Tomlinson, Secretary Mechanics Institute, Northampton, W. A., says: "I would not be without a bottle of your CHAMBERLAIN'S Cough Remedy for ten times its cost. I use the word 'Grand' unadvisedly and with confidence that if any one will take Chamberlain's Cough Remedy according to directions for a cold, cough or croup, that they will get the most speedy and lasting relief. I myself find it the best remedy I have ever used." For sale by all chemists and storekeepers.: [695, 1594, 826, 1713]
- price-label: PER LB.: [43, 741, 73, 751]
- list-item: FORKS,: [30, 1180, 57, 1190]
- article-text: For Children's Hacking Cough at night, Woods' Great Peppermint Cure, 1/6 and 2/6.: [831, 1949, 952, 1979]
- list-item: Glace Twin-bar Evening Shoes, 13s 6d, 14s 6d.: [149, 824, 282, 843]
- professional-card-text: BARRISTER AND SOLICITOR, MASTERTON (Opposite Post Office). Has several sums of Money available for investment on mortgage at lowest current rates of interest.: [421, 55, 554, 105]
- professional-card-name: F. EDWARD LAMB,: [421, 448, 497, 458]
- list-item: PRUNING SHEARS,: [30, 1131, 97, 1141]
- low-builder-ad: [149, 1133, 282, 1239]
- list-item: BEAUTY OF HEBRON: [26, 353, 109, 363]
- column-1: [22, 44, 144, 1520]
- headline: EVENING WEAR,: [159, 705, 272, 722]
- body-text: BEST SEEDS ARE TRUE ECONOMY.: [42, 940, 124, 960]
- column-rule: [418, 44, 419, 1520]
- headline: R. T. HOLMES,: [167, 976, 264, 993]
- body-text: LOOK for the SIX essential features for the Spring and Summer 1908-9.: [290, 103, 413, 123]
- professional-card-text: (Late Chief Postmaster, Auckland.) HOUSE AND LAND AGENT, Mercantile Chambers, Masterton. Those in quest of farms in the north are advised to send for catalogues of farms for sale and to see the advertiser on coming to Auckland.: [422, 655, 553, 714]
- newspaper-title: THE WAIRARAPA AGE, FRIDAY, AUGUST 14, 1908.: [310, 12, 804, 34]
- body-text: IN beautifully soft Glace Kid, low heels made for comfort by Edwin Bostock and Co., (specially for us).: [287, 473, 412, 502]
- seeds-ad: [22, 783, 144, 1330]
- column-rule: [692, 44, 693, 1520]
- body-text: BARTLETT and THE BEST is synonymous with photographic excellence; as evinced by his new: [287, 618, 416, 651]
- body-text: P. VIRTUE, Manager.: [215, 620, 282, 630]
- article-text: The recent proposal to increase the duty on imported timber, and thus expedite the using-up of the native supply is singularly ill-timed, says the Christchurch "Press." It would surely be better to remove the present duty, thus not only relieving the strain on our vanishing forests, but cheapening the cost of building houses and giving added employment to carpenters. The whole question demands the earnest consideration of the Government, and members of the Legislature will fail in their duty to the country if they do not impress upon Ministers that it must be dealt with without further delay, on broad and sound principles.: [559, 1268, 690, 1464]
- headline: THAT: [63, 800, 103, 818]
- section-heading: CONTENTS.: [460, 1007, 515, 1018]
- headline: SUTTON & SON'S FLOWER AND VEGETABLE SEEDS,: [30, 865, 136, 927]
- of-label: OF: [78, 61, 88, 70]
- column-rule: [828, 44, 829, 1520]
- body-text: AT: [210, 176, 221, 186]
- headline: WELLINGTON PIANO CO., LTD.,: [296, 1117, 407, 1143]
- article-text: The Premier of the Commonwealth has announced at Ballarat that the passage of the Australian Defence Bill is hoped for by the end of the year, and that the National Guard will then be established before the close of next year. As the Labour Party has decided to support the new defence proposals, the passage of the Bill through both Houses of the Federal Parliament may be regarded as a foregone conclusion. Australia will thus have the honourable distinction of being the first British State to institute the universal defensive training of its youth, and the constant satisfaction of knowing that: [559, 1485, 690, 1681]
